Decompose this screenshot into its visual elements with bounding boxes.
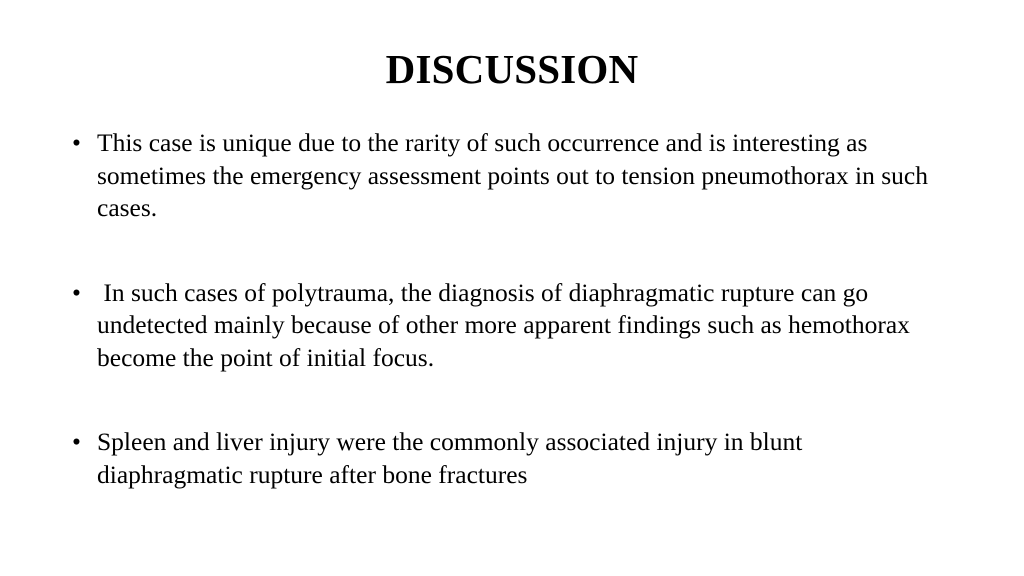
bullet-list	[72, 127, 952, 543]
bullet-item	[72, 127, 952, 225]
bullet-icon: •	[72, 128, 81, 157]
slide-title: DISCUSSION	[385, 46, 639, 92]
bullet-text: Spleen and liver injury were the commonly associated injury in blunt diaphragmatic rupture after bone fractures	[97, 427, 803, 489]
bullet-icon: •	[72, 427, 81, 456]
bullet-text: In such cases of polytrauma, the diagnosis of diaphragmatic rupture can go undetected mainly because of other more apparent findings such as hemothorax become the point of initial focus.	[97, 277, 917, 372]
bullet-icon: •	[72, 277, 81, 307]
bullet-item	[72, 277, 952, 375]
bullet-item	[72, 426, 952, 491]
bullet-text: This case is unique due to the rarity of such occurrence and is interesting as sometimes the emergency assessment points out to tension pneumothorax in such cases.	[97, 128, 928, 222]
